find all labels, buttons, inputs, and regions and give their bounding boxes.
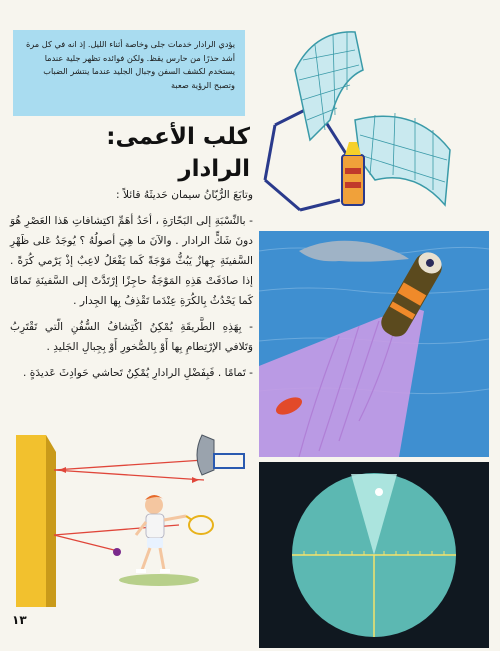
page-number: ١٣ xyxy=(12,613,27,627)
paragraph-4: - تَمامًا . فَبِفَضْلِ الرادارِ يُمْكِنُ تَحاشي حَوادِثَ عَديدَةٍ . xyxy=(23,367,253,379)
page-title xyxy=(100,122,250,184)
tennis-bounce-illustration xyxy=(14,430,254,610)
sea-radar-illustration xyxy=(259,231,489,457)
paragraph-2: - بالنِّسْبَةِ إلى البَحّارَةِ ، أحَدُ أهَمِّ اكتِشافاتِ هَذا العَصْرِ هُوَ دونَ شَكٍّ الرادار . والآنَ ما هِيَ أصولُهُ ؟ يُوجَدُ عَلى ظَهْرِ السَّفينَةِ جِهازٌ يَبُثُّ مَوْجَةً كَما يَفْعَلُ لاعِبٌ إذْ يَرْمي كُرَةً . إذا صادَفَتْ هَذِهِ المَوْجَةُ حاجِزًا إرْتَدَّتْ إلى السَّفينَةِ تَمامًا كَما يَحْدُثُ بِالكُرَةِ عِنْدَما تَقْذِفُ بِها الجِدار . xyxy=(10,215,253,307)
title-line-1: كلب الأعمى: xyxy=(106,124,250,150)
info-box-text: يؤدي الرادار خدمات جلى وخاصة أثناء الليل. إذ انه في كل مرة أشد حذرًا من حارس يقظ. ولكن فوائده تظهر جلية عندما يستخدم لكشف السفن وجبال الجليد عندما ينتشر الضباب وتصبح الرؤية صعبة xyxy=(25,39,235,90)
radar-scope-illustration xyxy=(259,462,489,648)
paragraph-1: وتابَعَ الرُّبّانُ سيمان حَديثَهُ قائلاً : xyxy=(116,189,253,201)
paragraph-3: - بِهَذِهِ الطَّريقَةِ يُمْكِنُ اكْتِشافُ السُّفُنِ الّتي تَقْتَرِبُ وَتَلافي الإرْتِطامِ بِها أَوْ بِالصُّخورِ أَوْ بِجِبالِ الجَليدِ . xyxy=(10,321,253,353)
radar-antenna-illustration xyxy=(255,10,485,225)
info-box xyxy=(13,30,245,116)
body-text xyxy=(10,185,253,389)
title-line-2: الرادار xyxy=(178,156,250,182)
